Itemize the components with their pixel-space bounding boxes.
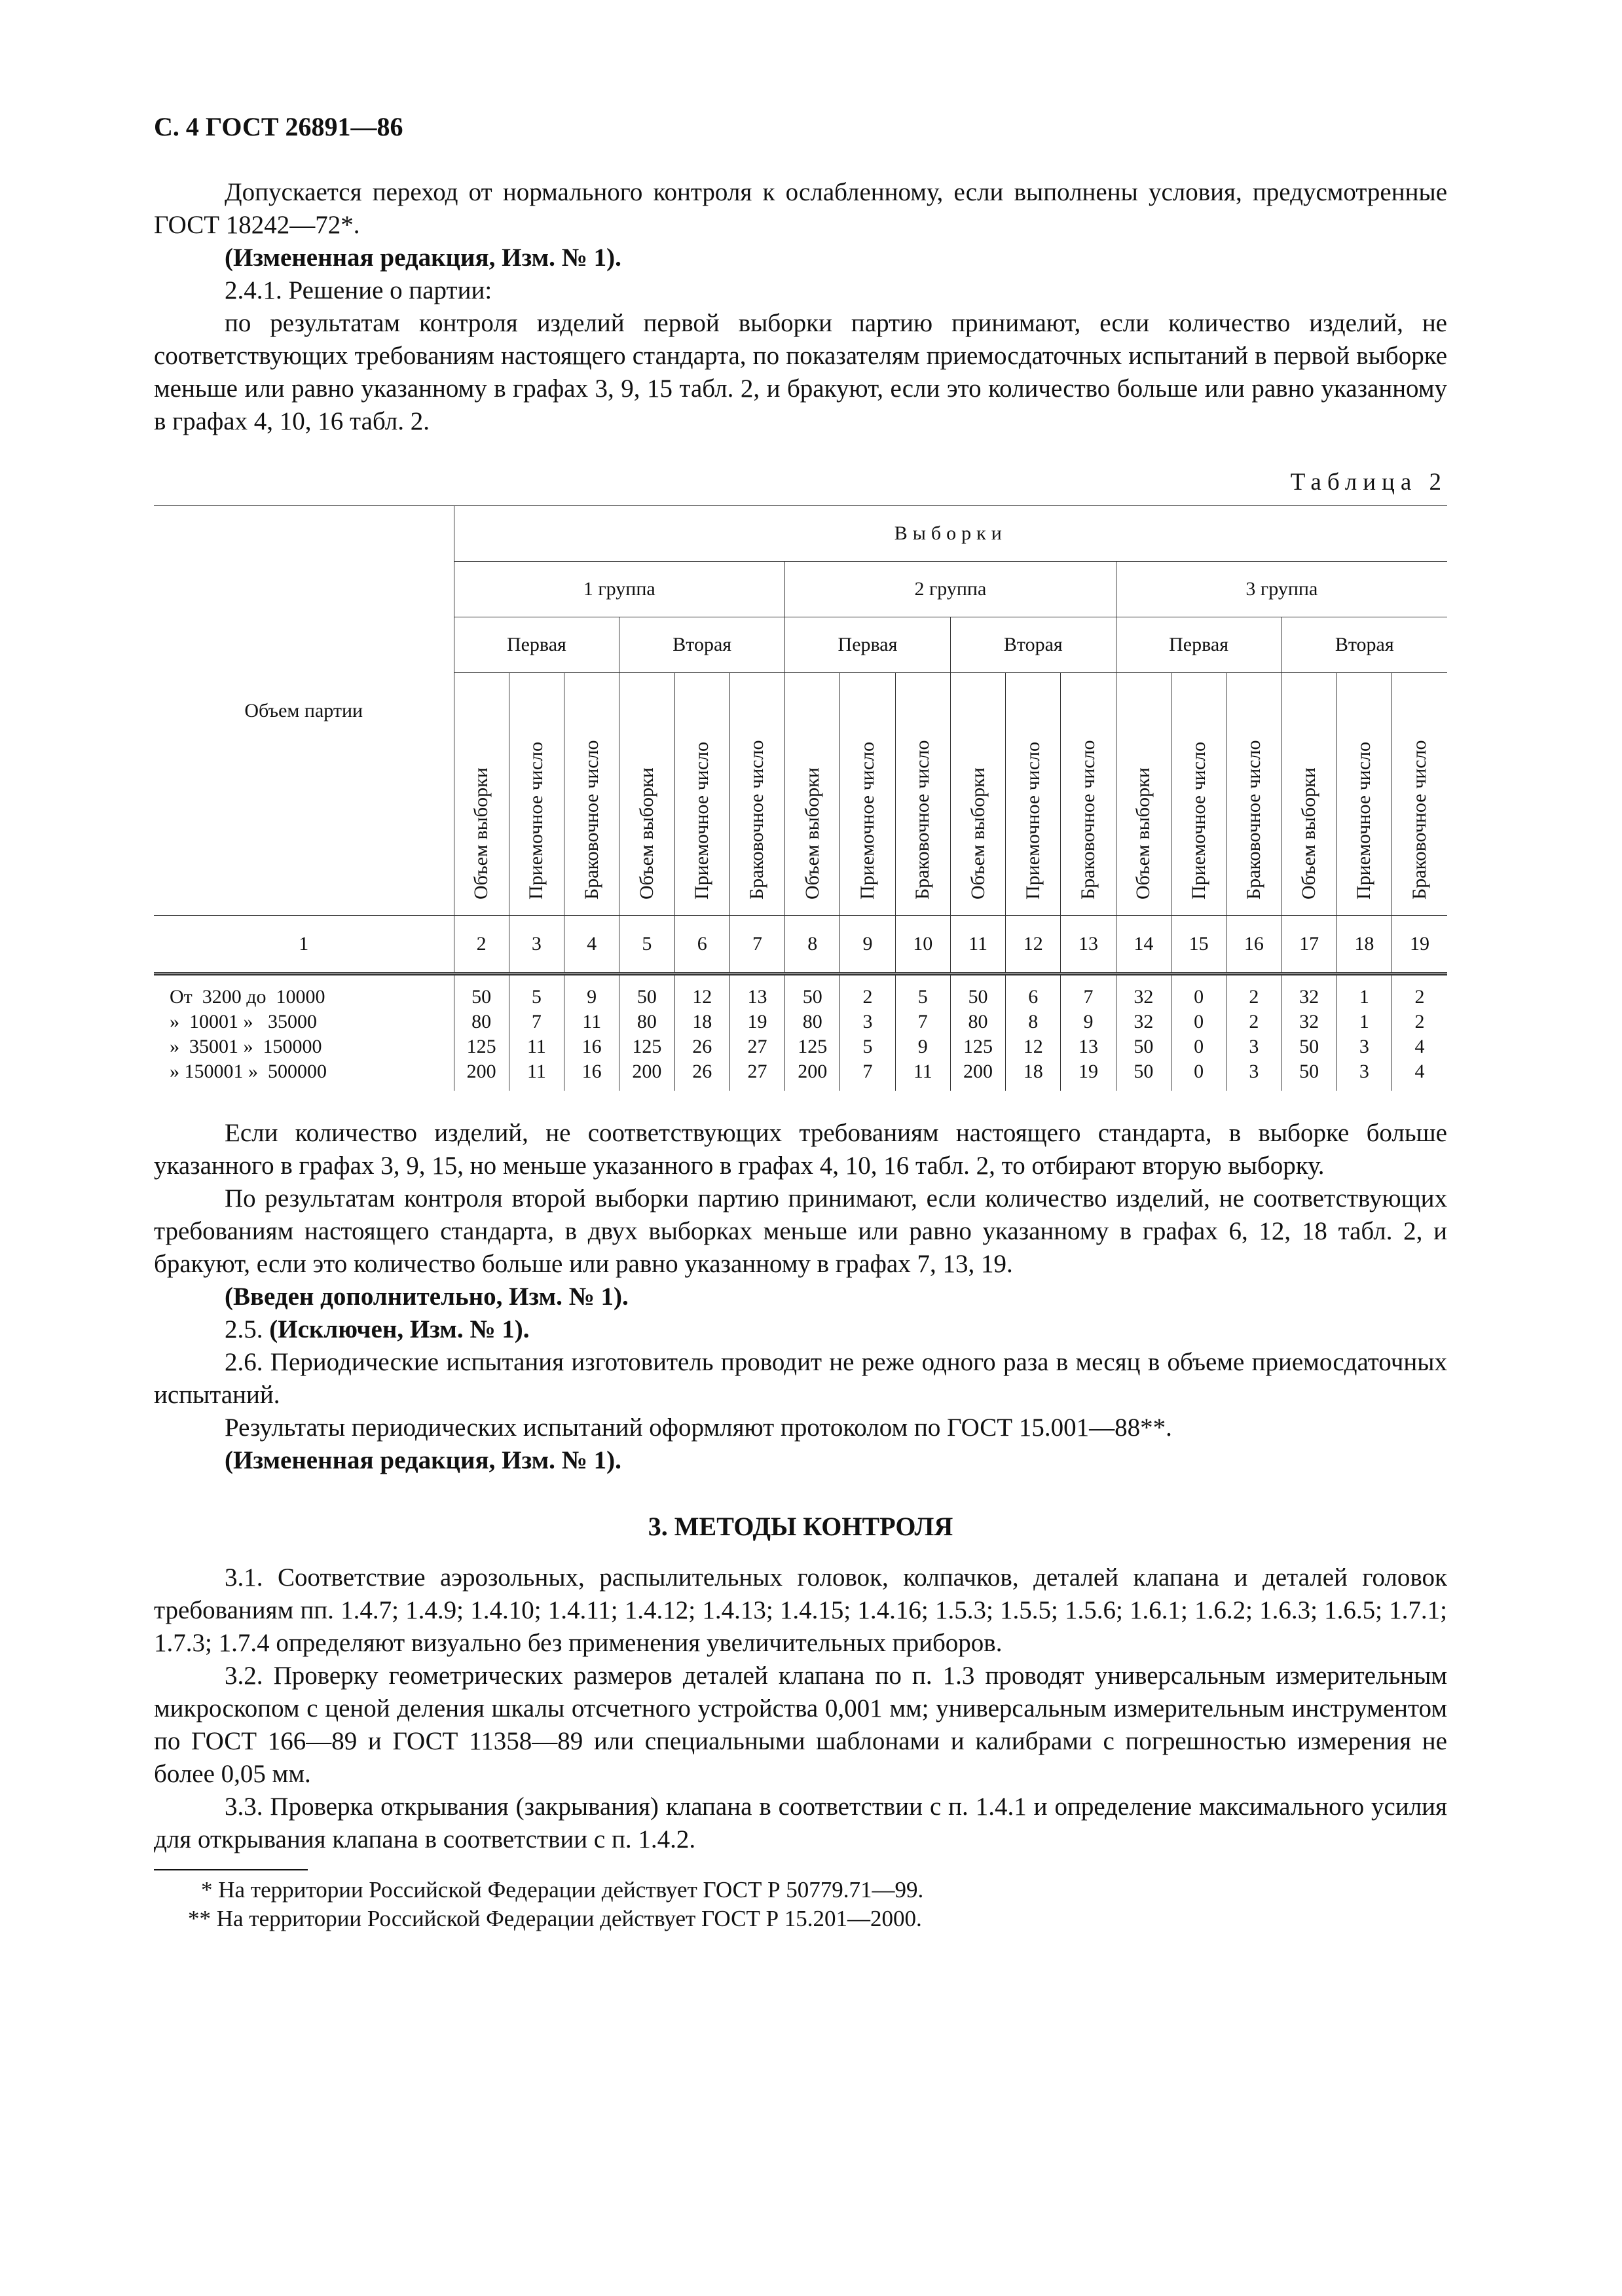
column-header [950,673,1005,916]
lot-size-ranges [154,974,454,1091]
table-cell: 3 [1359,1036,1369,1057]
table-cell: 13 [747,986,767,1008]
table-cell: 11 [526,1036,546,1057]
column-header [1006,673,1061,916]
table-column [785,974,840,1091]
column-header-text: Объем выборки [1298,767,1320,900]
table-cell: 5 [531,986,542,1008]
table-cell: 6 [1028,986,1039,1008]
table-cell: 200 [963,1061,993,1082]
table-cell: 32 [1299,986,1319,1008]
table-cell: 19 [747,1011,767,1032]
table-column [729,974,784,1091]
table-cell: 11 [526,1061,546,1082]
table-cell: 0 [1194,1061,1204,1082]
table-cell: 19 [1078,1061,1099,1082]
column-header [1171,673,1226,916]
table-cell: 50 [1134,1036,1154,1057]
col-header-lot-size: Объем партии [154,506,454,916]
column-number: 13 [1061,916,1116,974]
table-column [509,974,564,1091]
lot-size-range: » 10001 » 35000 [170,1011,317,1032]
table-cell: 7 [1083,986,1094,1008]
clause-2-6: 2.6. Периодические испытания изготовитель проводит не реже одного раза в месяц в объеме приемосдаточных испытаний. [154,1348,1447,1409]
table-cell: 200 [466,1061,496,1082]
table-cell: 3 [1249,1061,1259,1082]
table-cell: 50 [1134,1061,1154,1082]
clause-2-6-results: Результаты периодических испытаний оформляют протоколом по ГОСТ 15.001—88**. [225,1413,1172,1442]
clause-2-5-text: (Исключен, Изм. № 1). [269,1315,530,1343]
column-number: 12 [1006,916,1061,974]
table-cell: 27 [747,1061,767,1082]
column-header-text: Объем выборки [1132,767,1154,900]
table-cell: 2 [1414,986,1425,1008]
column-number: 19 [1392,916,1447,974]
column-header-text: Объем выборки [801,767,823,900]
table-cell: 16 [581,1061,602,1082]
group-header: 3 группа [1116,562,1447,617]
column-header [1061,673,1116,916]
table-column [674,974,729,1091]
column-header-text: Браковочное число [1409,740,1430,900]
lot-size-range: От 3200 до 10000 [170,986,325,1008]
column-header-text: Объем выборки [967,767,989,900]
column-number: 11 [950,916,1005,974]
table-cell: 5 [862,1036,873,1057]
clause-2-4-1: 2.4.1. Решение о партии: [225,276,492,304]
table-cell: 3 [862,1011,873,1032]
table-column [454,974,509,1091]
table-cell: 4 [1414,1036,1425,1057]
sample-header: Вторая [619,617,785,673]
sample-header: Первая [454,617,619,673]
table-cell: 12 [1023,1036,1043,1057]
table-cell: 0 [1194,1036,1204,1057]
column-number: 17 [1281,916,1336,974]
table-cell: 18 [692,1011,712,1032]
column-number: 18 [1336,916,1392,974]
table-column [564,974,619,1091]
column-number: 16 [1226,916,1281,974]
column-header-text: Браковочное число [580,740,602,900]
table-cell: 80 [968,1011,988,1032]
column-header [509,673,564,916]
amendment-note: (Измененная редакция, Изм. № 1). [225,244,621,272]
column-header [564,673,619,916]
table-cell: 125 [798,1036,828,1057]
column-header-text: Браковочное число [1242,740,1264,900]
table-cell: 11 [913,1061,932,1082]
footnote-divider [154,1869,308,1870]
table-cell: 0 [1194,1011,1204,1032]
column-header [1281,673,1336,916]
document-page [154,111,1447,1933]
table-cell: 50 [471,986,492,1008]
table-column [1061,974,1116,1091]
column-header-text: Браковочное число [912,740,934,900]
clause-2-5-number: 2.5. [225,1315,263,1343]
header-samples: Выборки [454,506,1447,562]
table-cell: 27 [747,1036,767,1057]
column-number: 15 [1171,916,1226,974]
table-cell: 200 [632,1061,662,1082]
column-header [729,673,784,916]
column-header-text: Объем выборки [470,767,492,900]
table-cell: 50 [636,986,657,1008]
table-column [1226,974,1281,1091]
table-column [1116,974,1171,1091]
sample-header: Вторая [1281,617,1447,673]
table-column [895,974,950,1091]
table-cell: 200 [798,1061,828,1082]
column-number: 5 [619,916,674,974]
table-cell: 9 [587,986,597,1008]
column-header-text: Приемочное число [1022,742,1044,900]
column-header-text: Объем выборки [635,767,657,900]
table-cell: 7 [917,1011,928,1032]
column-header [1226,673,1281,916]
table-cell: 5 [917,986,928,1008]
column-number: 7 [729,916,784,974]
table-cell: 0 [1194,986,1204,1008]
table-cell: 1 [1359,986,1369,1008]
column-header [674,673,729,916]
table-column [1336,974,1392,1091]
column-number: 6 [674,916,729,974]
table-cell: 8 [1028,1011,1039,1032]
table-cell: 1 [1359,1011,1369,1032]
column-header [1116,673,1171,916]
table-cell: 125 [632,1036,662,1057]
amendment-note: (Измененная редакция, Изм. № 1). [225,1446,621,1474]
group-header: 2 группа [785,562,1116,617]
clause-2-4-1-text: по результатам контроля изделий первой выборки партию принимают, если количество изделий, не соответствующих требованиям настоящего стандарта, по показателям приемосдаточных испытаний в первой выборке меньше или равно указанному в графах 3, 9, 15 табл. 2, и бракуют, если это количество больше или равно указанному в графах 4, 10, 16 табл. 2. [154,309,1447,435]
clause-3-2: 3.2. Проверку геометрических размеров деталей клапана по п. 1.3 проводят универсальным измерительным микроскопом с ценой деления шкалы отсчетного устройства 0,001 мм; универсальным измерительным инструментом по ГОСТ 166—89 и ГОСТ 11358—89 или специальными шаблонами и калибрами с погрешностью измерения не более 0,05 мм. [154,1662,1447,1788]
table-column [1171,974,1226,1091]
table-cell: 50 [802,986,822,1008]
sampling-table [154,505,1447,1091]
column-number: 9 [840,916,895,974]
table-cell: 50 [1299,1036,1319,1057]
table-cell: 26 [692,1061,712,1082]
table-cell: 16 [581,1036,602,1057]
table-cell: 80 [471,1011,492,1032]
column-number: 8 [785,916,840,974]
table-cell: 125 [963,1036,993,1057]
column-number: 4 [564,916,619,974]
column-number: 10 [895,916,950,974]
sample-header: Первая [1116,617,1281,673]
column-header [1392,673,1447,916]
column-header-text: Браковочное число [746,740,768,900]
table-cell: 80 [802,1011,822,1032]
section-title: 3. МЕТОДЫ КОНТРОЛЯ [648,1512,953,1541]
table-cell: 80 [636,1011,657,1032]
column-header-text: Браковочное число [1077,740,1099,900]
column-header-text: Приемочное число [1353,742,1375,900]
table-cell: 18 [1023,1061,1043,1082]
table-cell: 11 [582,1011,602,1032]
table-caption: Таблица 2 [1290,469,1447,496]
column-number: 2 [454,916,509,974]
table-cell: 2 [862,986,873,1008]
column-number: 3 [509,916,564,974]
table-cell: 2 [1249,1011,1259,1032]
column-number: 1 [154,916,454,974]
table-cell: 2 [1414,1011,1425,1032]
table-cell: 32 [1134,986,1154,1008]
column-header-text: Приемочное число [525,742,547,900]
column-header-text: Приемочное число [691,742,713,900]
amendment-note: (Введен дополнительно, Изм. № 1). [225,1283,629,1311]
table-cell: 50 [1299,1061,1319,1082]
table-column [619,974,674,1091]
table-column [1392,974,1447,1091]
column-number: 14 [1116,916,1171,974]
table-cell: 13 [1078,1036,1099,1057]
column-header [840,673,895,916]
lot-size-range: » 35001 » 150000 [170,1036,322,1057]
table-cell: 32 [1134,1011,1154,1032]
table-cell: 7 [862,1061,873,1082]
table-cell: 3 [1249,1036,1259,1057]
table-cell: 9 [1083,1011,1094,1032]
table-cell: 50 [968,986,988,1008]
sample-header: Первая [785,617,951,673]
table-column [840,974,895,1091]
table-cell: 9 [917,1036,928,1057]
paragraph-second-sample: Если количество изделий, не соответствующих требованиям настоящего стандарта, в выборке больше указанного в графах 3, 9, 15, но меньше указанного в графах 4, 10, 16 табл. 2, то отбирают вторую выборку. [154,1119,1447,1180]
table-cell: 7 [531,1011,542,1032]
column-header [619,673,674,916]
lot-size-range: » 150001 » 500000 [170,1061,327,1082]
column-header [895,673,950,916]
sample-header: Вторая [950,617,1116,673]
clause-2-5 [154,1313,1447,1346]
column-header [1336,673,1392,916]
table-cell: 4 [1414,1061,1425,1082]
column-header [454,673,509,916]
table-cell: 2 [1249,986,1259,1008]
page-header: С. 4 ГОСТ 26891—86 [154,112,403,141]
clause-3-3: 3.3. Проверка открывания (закрывания) клапана в соответствии с п. 1.4.1 и определение максимального усилия для открывания клапана в соответствии с п. 1.4.2. [154,1793,1447,1853]
table-cell: 32 [1299,1011,1319,1032]
column-header-text: Приемочное число [856,742,878,900]
table-cell: 26 [692,1036,712,1057]
footnote-2: ** На территории Российской Федерации действует ГОСТ Р 15.201—2000. [188,1906,922,1931]
table-column [1281,974,1336,1091]
column-header [785,673,840,916]
group-header: 1 группа [454,562,785,617]
table-cell: 125 [466,1036,496,1057]
footnote-1: * На территории Российской Федерации действует ГОСТ Р 50779.71—99. [201,1877,924,1903]
table-column [950,974,1005,1091]
column-header-text: Приемочное число [1187,742,1209,900]
clause-3-1: 3.1. Соответствие аэрозольных, распылительных головок, колпачков, деталей клапана и деталей головок требованиям пп. 1.4.7; 1.4.9; 1.4.10; 1.4.11; 1.4.12; 1.4.13; 1.4.15; 1.4.16; 1.5.3; 1.5.5; 1.5.6; 1.6.1; 1.6.2; 1.6.3; 1.6.5; 1.7.1; 1.7.3; 1.7.4 определяют визуально без применения увеличительных приборов. [154,1563,1447,1657]
table-column [1006,974,1061,1091]
table-cell: 12 [692,986,712,1008]
table-cell: 3 [1359,1061,1369,1082]
paragraph-transition: Допускается переход от нормального контроля к ослабленному, если выполнены условия, предусмотренные ГОСТ 18242—72*. [154,178,1447,239]
paragraph-second-sample-decision: По результатам контроля второй выборки партию принимают, если количество изделий, не соответствующих требованиям настоящего стандарта, в двух выборках меньше или равно указанному в графах 6, 12, 18 табл. 2, и бракуют, если это количество больше или равно указанному в графах 7, 13, 19. [154,1184,1447,1278]
